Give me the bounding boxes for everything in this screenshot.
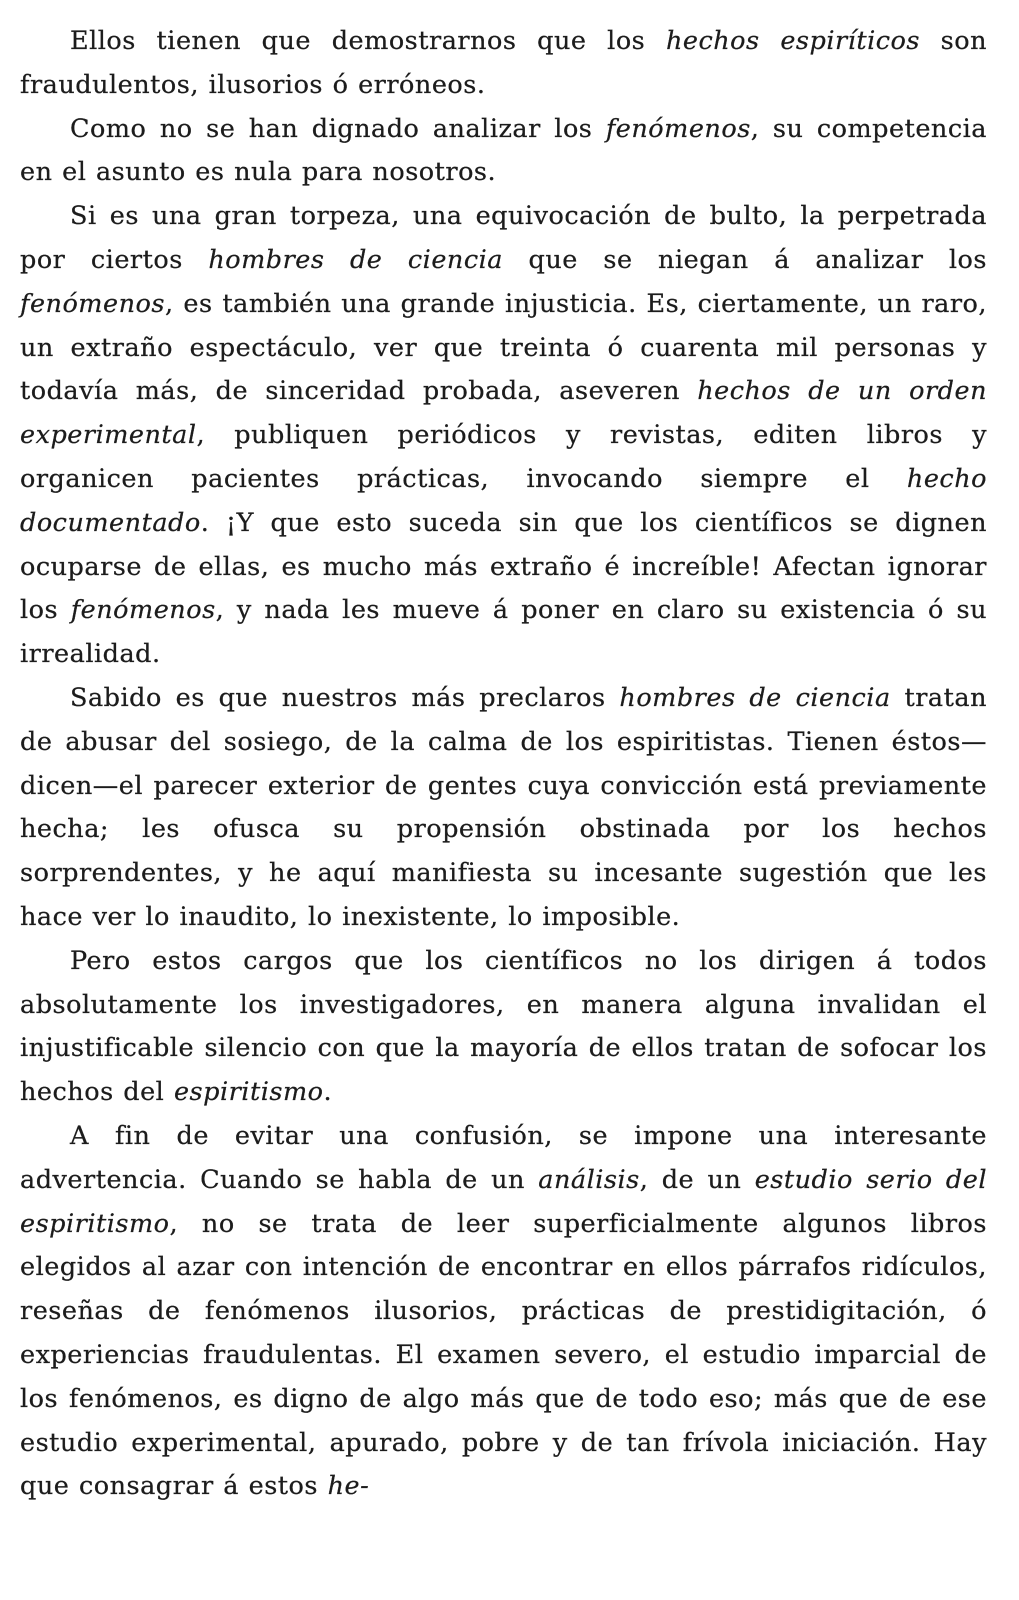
text-segment: Pero estos cargos que los científicos no los dirigen á todos absolutamente los investigadores, en manera alguna invalidan el injustificable silencio con que la mayoría de ellos tratan de sofocar los hechos del bbox=[20, 945, 987, 1108]
text-segment: , no se trata de leer superficialmente algunos libros elegidos al azar con intención de encontrar en ellos párrafos ridículos, reseñas de fenómenos ilusorios, prácticas de prestidigitación, ó experiencias fraudulentas. El examen severo, el estudio imparcial de los fenómenos, es digno de algo más que de todo eso; más que de ese estudio experimental, apurado, pobre y de tan frívola iniciación. Hay que consagrar á estos bbox=[20, 1208, 987, 1502]
italic-segment: he- bbox=[327, 1471, 370, 1502]
paragraph-2 bbox=[20, 108, 987, 196]
paragraph-4 bbox=[20, 677, 987, 940]
text-segment: Como no se han dignado analizar los bbox=[70, 113, 606, 144]
italic-segment: hechos espiríticos bbox=[665, 26, 920, 56]
paragraph-1 bbox=[20, 20, 987, 108]
paragraph-5 bbox=[20, 940, 987, 1115]
italic-segment: estudio serio del espiritismo bbox=[20, 1164, 988, 1239]
text-segment: , su competencia en el asunto es nula para nosotros. bbox=[20, 113, 987, 188]
text-segment: , es también una grande injusticia. Es, ciertamente, un raro, un extraño espectáculo, ver que treinta ó cuarenta mil personas y todavía más, de sinceridad probada, aseveren bbox=[20, 288, 987, 407]
paragraph-6 bbox=[20, 1115, 987, 1509]
italic-segment: fenómenos bbox=[605, 113, 751, 144]
text-segment: , de un bbox=[639, 1164, 755, 1195]
text-segment: que se niegan á analizar los bbox=[503, 244, 987, 275]
text-segment: . ¡Y que esto suceda sin que los científicos se dignen ocuparse de ellas, es mucho más extraño é increíble! Afectan ignorar los bbox=[20, 507, 987, 626]
italic-segment: hecho documentado bbox=[20, 463, 987, 538]
text-segment: , publiquen periódicos y revistas, editen libros y organicen pacientes prácticas, invocando siempre el bbox=[20, 420, 987, 494]
text-segment: Si es una gran torpeza, una equivocación de bulto, la perpetrada por ciertos bbox=[20, 201, 987, 275]
text-segment: son fraudulentos, ilusorios ó erróneos. bbox=[20, 26, 988, 100]
italic-segment: fenómenos bbox=[20, 288, 165, 319]
italic-segment: espiritismo bbox=[173, 1077, 324, 1108]
italic-segment: fenómenos bbox=[70, 595, 216, 626]
text-segment: tratan de abusar del sosiego, de la calma de los espiritistas. Tienen éstos—dicen—el parecer exterior de gentes cuya convicción está previamente hecha; les ofusca su propensión obstinada por los hechos sorprendentes, y he aquí manifiesta su incesante sugestión que les hace ver lo inaudito, lo inexistente, lo imposible. bbox=[20, 682, 987, 932]
paragraph-3 bbox=[20, 195, 987, 677]
italic-segment: hombres de ciencia bbox=[208, 244, 503, 275]
text-segment: . bbox=[323, 1077, 333, 1108]
italic-segment: análisis bbox=[538, 1164, 640, 1195]
text-segment: Ellos tienen que demostrarnos que los bbox=[70, 26, 666, 56]
italic-segment: hechos de un orden experimental bbox=[20, 376, 987, 451]
text-segment: A fin de evitar una confusión, se impone una interesante advertencia. Cuando se habla de un bbox=[20, 1120, 987, 1195]
text-segment: Sabido es que nuestros más preclaros bbox=[70, 682, 620, 713]
text-segment: , y nada les mueve á poner en claro su existencia ó su irrealidad. bbox=[20, 595, 987, 670]
italic-segment: hombres de ciencia bbox=[619, 682, 891, 713]
